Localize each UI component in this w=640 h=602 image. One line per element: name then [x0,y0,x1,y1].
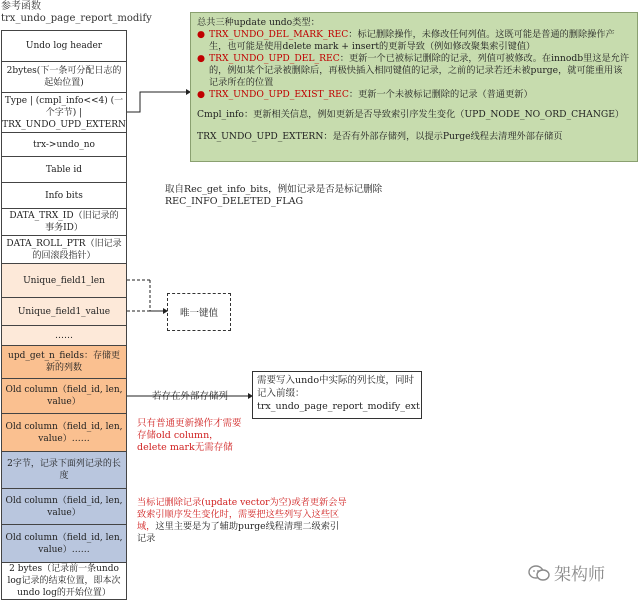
purge-note-red: 当标记删除记录(update vector为空)或者更新会导致索引顺序发生变化时，需要把这些列写入这些区域， [137,497,347,532]
type-key: TRX_UNDO_UPD_EXIST_REC [209,89,349,100]
purge-note-black: 这里主要是为了辅助purge线程清理二级索引记录 [137,521,340,544]
extern-prefix-box: 需要写入undo中实际的列长度，同时记入前缀：trx_undo_page_report_modify_ext [252,371,422,419]
cell-info-bits: Info bits [1,182,127,209]
cell-unique-len: Unique_field1_len [1,263,127,298]
cell-table-id: Table id [1,156,127,183]
bullet-icon: ● [197,29,206,40]
info-bits-note: 取自Rec_get_info_bits，例如记录是否是标记删除REC_INFO_DELETED_FLAG [165,184,383,207]
watermark [528,560,605,585]
cell-old-column-3: Old column（field_id, len, value） [1,488,127,525]
cell-old-column-2: Old column（field_id, len, value）…… [1,413,127,452]
update-type-item [197,53,631,89]
cell-old-column-1: Old column（field_id, len, value） [1,378,127,414]
update-type-notes [190,12,638,162]
update-types-intro: 总共三种update undo类型： [197,17,320,28]
bullet-icon: ● [197,89,206,100]
type-desc: ：更新一个未被标记删除的记录（普通更新） [348,89,533,100]
cell-col-len: 2字节，记录下面列记录的长度 [1,451,127,489]
func-name: trx_undo_page_report_modify [1,13,152,24]
watermark-text: 架构师 [554,565,605,585]
cell-old-column-4: Old column（field_id, len, value）…… [1,524,127,563]
old-column-note: 只有普通更新操作才需要存储old column，delete mark无需存储 [137,418,242,453]
cell-prev-end: 2 bytes（记录前一条undo log记录的结束位置，即本次undo log的开始位置） [1,562,127,600]
unique-key-box: 唯一键值 [167,293,231,331]
cell-undo-no: trx->undo_no [1,132,127,157]
update-type-item [197,29,631,53]
cell-unique-value: Unique_field1_value [1,297,127,326]
ref-func-label: 参考函数 [1,1,41,12]
cell-trx-id: DATA_TRX_ID（旧记录的事务ID） [1,208,127,236]
extern-label: 若存在外部存储列 [152,391,229,402]
type-desc: ：更新一个已被标记删除的记录，列值可被修改。在innodb里这是允许的，例如某个记录被删除后，再极快插入相同键值的记录，之前的记录若还未被purge，就可能重用该记录所在的位置 [209,53,630,88]
cell-roll-ptr: DATA_ROLL_PTR（旧记录的回滚段指针） [1,235,127,264]
type-connector [127,92,186,112]
cell-n-fields: upd_get_n_fields：存储更新的列数 [1,345,127,379]
update-type-item [197,89,631,101]
extern-note: TRX_UNDO_UPD_EXTERN：是否有外部存储列，以提示Purge线程去清理外部存储页 [197,131,563,142]
cell-next-offset: 2bytes(下一条可分配日志的起始位置) [1,61,127,93]
type-key: TRX_UNDO_UPD_DEL_REC [209,53,340,64]
cell-type: Type | (cmpl_info<<4) (一个字节) | TRX_UNDO_UPD_EXTERN [1,92,127,133]
purge-note [137,497,347,545]
bullet-icon: ● [197,53,206,64]
type-key: TRX_UNDO_DEL_MARK_REC [209,29,349,40]
wechat-icon [528,564,550,582]
cmpl-info-note: Cmpl_info：更新相关信息，例如更新是否导致索引序发生变化（UPD_NODE_NO_ORD_CHANGE） [197,109,625,120]
cell-undo-log-header: Undo log header [1,30,127,62]
cell-unique-more: …… [1,325,127,346]
type-desc: ：标记删除操作，未修改任何列值。这既可能是普通的删除操作产生，也可能是使用delete mark + insert的更新导致（例如修改聚集索引键值） [209,29,615,52]
